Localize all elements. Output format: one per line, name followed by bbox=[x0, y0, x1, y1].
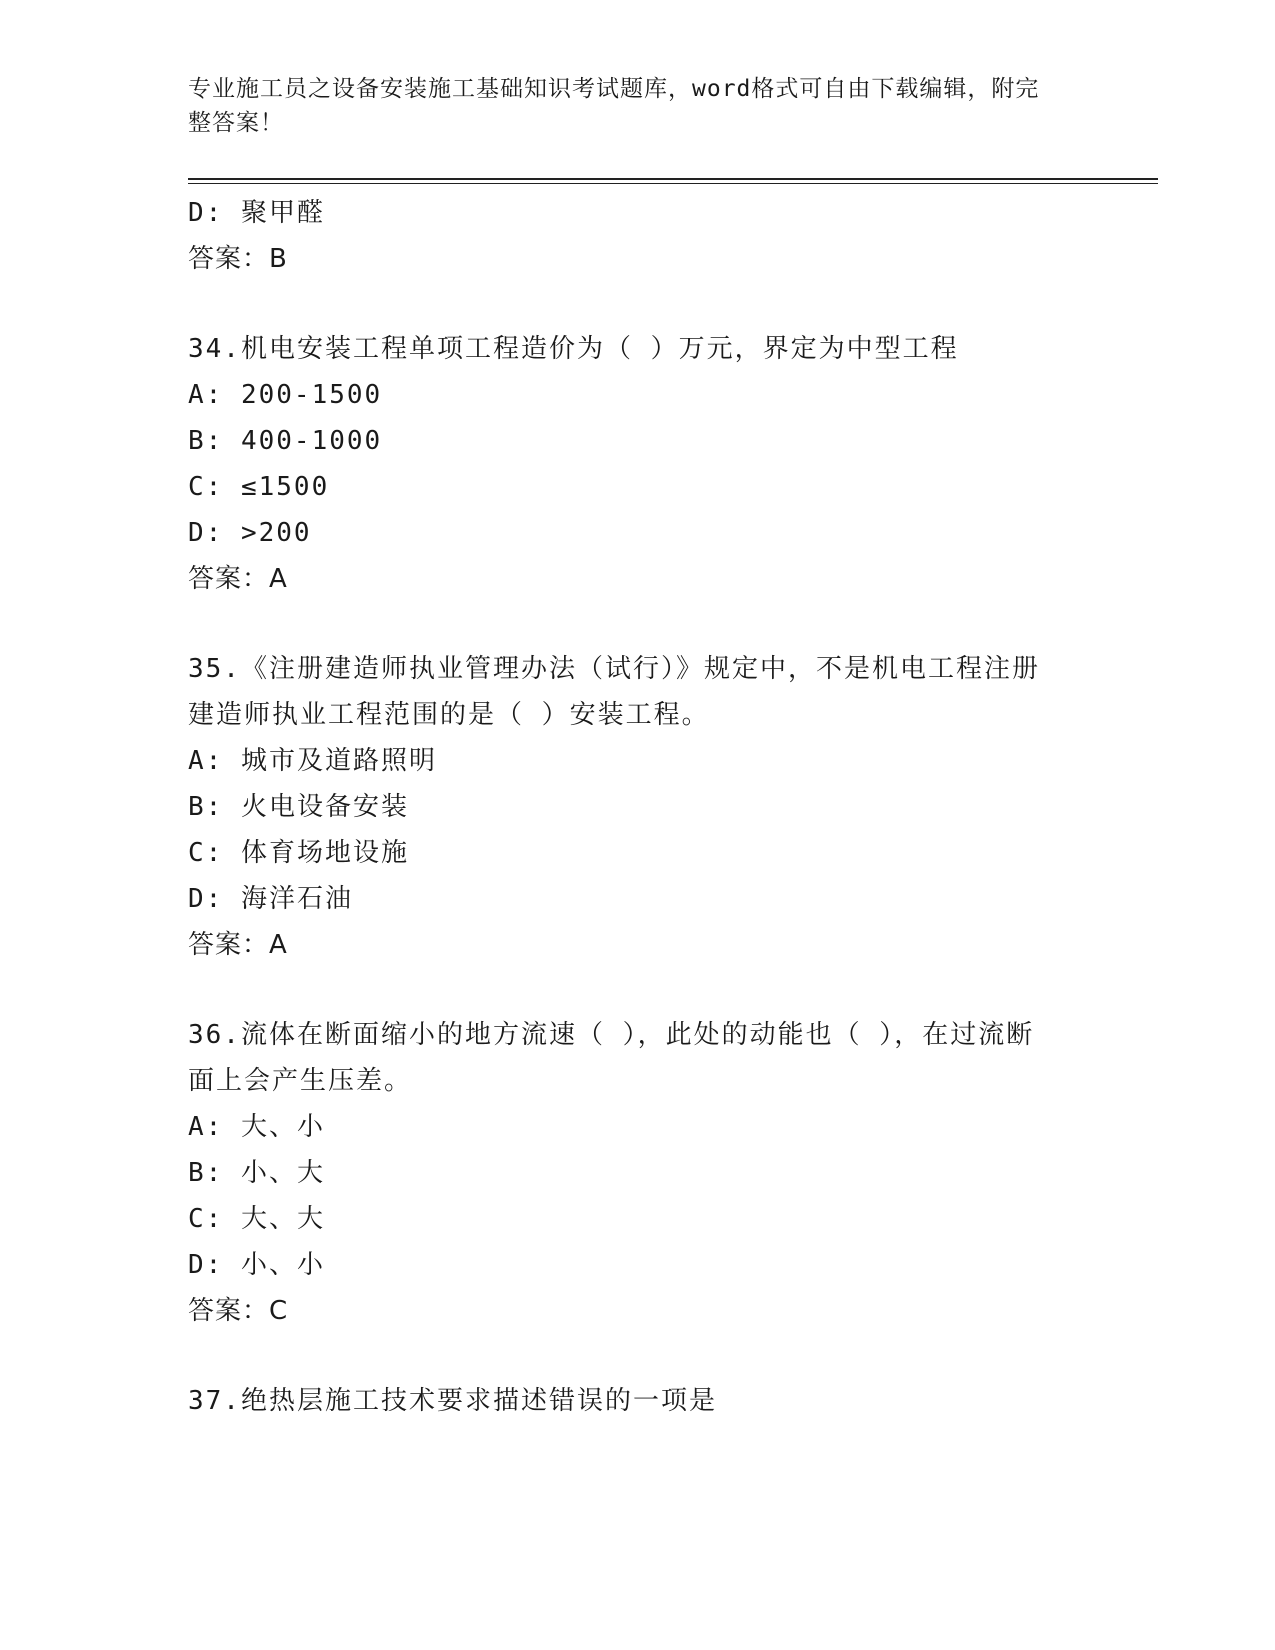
question-text: 36.流体在断面缩小的地方流速（ ），此处的动能也（ ），在过流断 bbox=[188, 1020, 1035, 1050]
question-text-continued: 建造师执业工程范围的是（ ）安装工程。 bbox=[188, 700, 710, 730]
option-b: B: 火电设备安装 bbox=[188, 792, 409, 822]
answer-line: 答案：A bbox=[188, 930, 288, 960]
question-block bbox=[188, 326, 1088, 602]
question-block bbox=[188, 1012, 1088, 1334]
option-c: C: 大、大 bbox=[188, 1204, 325, 1234]
document-header bbox=[188, 72, 1088, 140]
option-c: C: 体育场地设施 bbox=[188, 838, 409, 868]
answer-line: 答案：B bbox=[188, 244, 288, 274]
option-d: D: 小、小 bbox=[188, 1250, 325, 1280]
option-d: D: >200 bbox=[188, 518, 312, 548]
option-b: B: 400-1000 bbox=[188, 426, 383, 456]
question-text-continued: 面上会产生压差。 bbox=[188, 1066, 413, 1096]
question-text: 37.绝热层施工技术要求描述错误的一项是 bbox=[188, 1386, 717, 1416]
question-block bbox=[188, 646, 1088, 968]
answer-line: 答案：C bbox=[188, 1296, 289, 1326]
header-divider-thick bbox=[188, 178, 1158, 180]
option-a: A: 200-1500 bbox=[188, 380, 383, 410]
question-text: 34.机电安装工程单项工程造价为（ ）万元，界定为中型工程 bbox=[188, 334, 959, 364]
header-line-1: 专业施工员之设备安装施工基础知识考试题库，word格式可自由下载编辑，附完 bbox=[188, 76, 1040, 102]
option-a: A: 城市及道路照明 bbox=[188, 746, 437, 776]
header-line-2: 整答案！ bbox=[188, 110, 284, 136]
question-block bbox=[188, 1378, 1088, 1424]
question-text: 35.《注册建造师执业管理办法（试行）》规定中，不是机电工程注册 bbox=[188, 654, 1040, 684]
header-divider-thin bbox=[188, 183, 1158, 184]
option-b: B: 小、大 bbox=[188, 1158, 325, 1188]
answer-line: 答案：A bbox=[188, 564, 288, 594]
option-c: C: ≤1500 bbox=[188, 472, 330, 502]
option-d: D: 海洋石油 bbox=[188, 884, 353, 914]
option-a: A: 大、小 bbox=[188, 1112, 325, 1142]
option-d: D: 聚甲醛 bbox=[188, 198, 325, 228]
question-content bbox=[188, 190, 1088, 1424]
